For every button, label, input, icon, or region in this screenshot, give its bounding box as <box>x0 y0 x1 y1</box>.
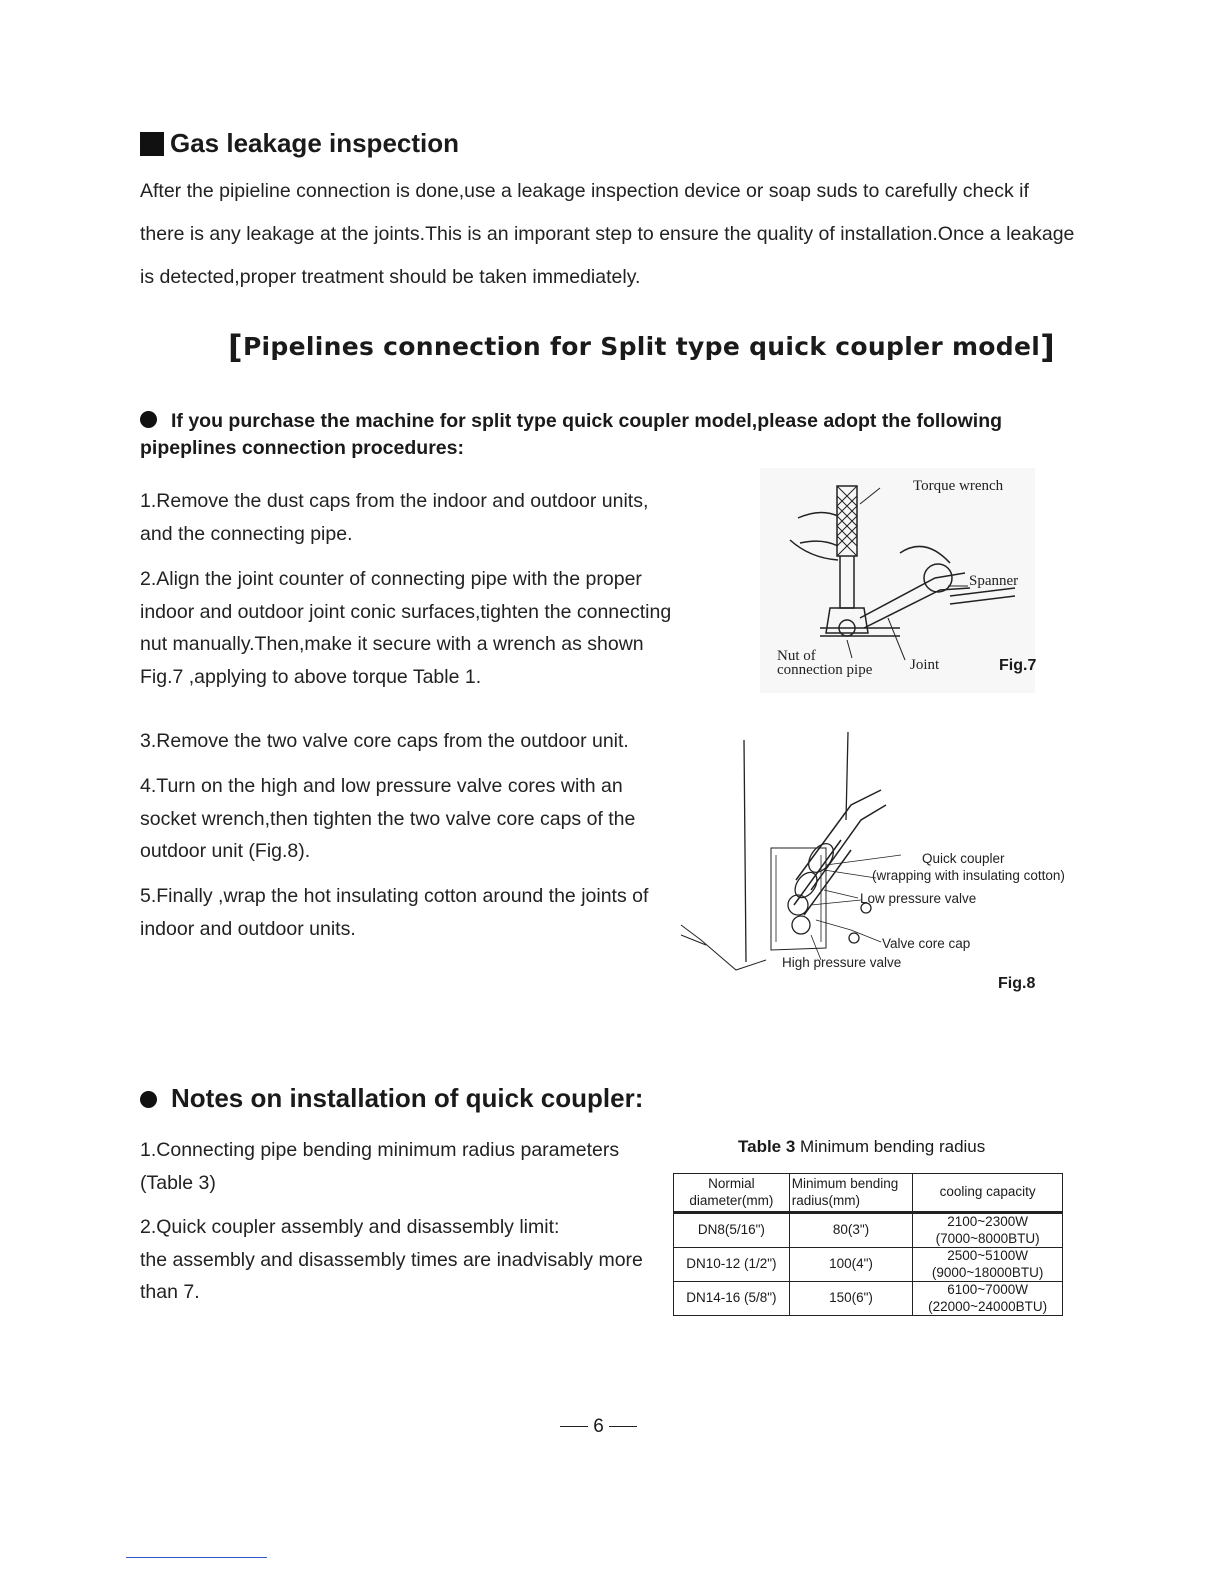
fig8-quick-coupler-label: Quick coupler <box>922 851 1005 866</box>
table-row <box>674 1213 1063 1248</box>
fig8-low-pressure-label: Low pressure valve <box>860 891 977 906</box>
table-cell: DN14-16 (5/8") <box>674 1282 790 1316</box>
table-header-row <box>674 1174 1063 1213</box>
footnote-rule <box>126 1557 267 1558</box>
table-row <box>674 1248 1063 1282</box>
square-bullet-icon <box>140 132 164 156</box>
table3-caption <box>738 1137 985 1157</box>
notes-heading <box>140 1083 643 1114</box>
notes-item-2-line1: 2.Quick coupler assembly and disassembly limit: <box>140 1216 560 1238</box>
round-bullet-icon <box>140 411 157 428</box>
page-number-text: 6 <box>593 1416 604 1437</box>
table-cell-line: 2500~5100W <box>947 1248 1028 1263</box>
table-row <box>674 1282 1063 1316</box>
table-cell-line: (22000~24000BTU) <box>928 1298 1048 1314</box>
fig8-caption: Fig.8 <box>998 975 1036 992</box>
step-3: 3.Remove the two valve core caps from the outdoor unit. <box>140 730 629 752</box>
table-cell <box>913 1248 1063 1282</box>
fig7-joint-label: Joint <box>910 657 940 673</box>
table-header-cell: Normial diameter(mm) <box>674 1174 790 1213</box>
right-bracket: ] <box>1040 328 1056 366</box>
section-heading-gas-leakage <box>140 128 459 159</box>
table-cell: 100(4") <box>789 1248 913 1282</box>
table-cell-line: (7000~8000BTU) <box>935 1230 1040 1246</box>
bending-radius-table <box>673 1173 1063 1316</box>
round-bullet-icon <box>140 1091 157 1108</box>
table-header-cell: cooling capacity <box>913 1174 1063 1213</box>
table-cell-line: (9000~18000BTU) <box>931 1264 1044 1280</box>
gas-leakage-paragraph: After the pipieline connection is done,use a leakage inspection device or soap suds to carefully check if there is any leakage at the joints.This is an imporant step to ensure the quality of installation.Once a leakage is detected,proper treatment should be taken immediately. <box>140 180 1075 288</box>
fig8-wrapping-label: (wrapping with insulating cotton) <box>872 868 1065 883</box>
page-number <box>560 1416 637 1438</box>
fig7-torque-wrench-label: Torque wrench <box>913 478 1004 494</box>
fig8-valve-core-cap-label: Valve core cap <box>882 936 971 951</box>
pipelines-heading <box>228 328 1055 366</box>
notes-heading-text: Notes on installation of quick coupler: <box>171 1083 644 1113</box>
table-cell: 80(3") <box>789 1213 913 1248</box>
pipelines-intro-text: If you purchase the machine for split type quick coupler model,please adopt the following pipeplines connection procedures: <box>140 410 1003 459</box>
table-cell <box>913 1282 1063 1316</box>
notes-item-1: 1.Connecting pipe bending minimum radius parameters (Table 3) <box>140 1139 620 1194</box>
table-cell-line: 6100~7000W <box>947 1282 1028 1297</box>
table-cell: DN8(5/16") <box>674 1213 790 1248</box>
notes-item-2 <box>140 1211 660 1309</box>
gas-heading-text: Gas leakage inspection <box>170 128 460 158</box>
table-cell: DN10-12 (1/2") <box>674 1248 790 1282</box>
fig7-nut-line2: connection pipe <box>777 662 873 678</box>
table-header-cell: Minimum bending radius(mm) <box>789 1174 913 1213</box>
table-cell: 150(6") <box>789 1282 913 1316</box>
fig8-coupler-illustration <box>676 730 916 975</box>
step-1: 1.Remove the dust caps from the indoor and outdoor units, and the connecting pipe. <box>140 490 649 545</box>
pipelines-heading-text: Pipelines connection for Split type quick coupler model <box>242 332 1041 361</box>
pipelines-intro <box>140 408 1090 462</box>
step-5: 5.Finally ,wrap the hot insulating cotton around the joints of indoor and outdoor units. <box>140 885 649 940</box>
step-2: 2.Align the joint counter of connecting pipe with the proper indoor and outdoor joint conic surfaces,tighten the connecting nut manually.Then,make it secure with a wrench as shown Fig.7 ,applying to above torque Table 1. <box>140 568 672 688</box>
fig7-nut-label <box>777 649 872 677</box>
fig7-spanner-label: Spanner <box>969 573 1019 589</box>
left-bracket: [ <box>228 328 243 366</box>
step-4: 4.Turn on the high and low pressure valve cores with an socket wrench,then tighten the two valve core caps of the outdoor unit (Fig.8). <box>140 775 636 862</box>
notes-item-2-line2: the assembly and disassembly times are inadvisably more than 7. <box>140 1248 643 1303</box>
table3-caption-rest: Minimum bending radius <box>795 1137 986 1156</box>
fig7-caption: Fig.7 <box>999 657 1037 674</box>
table-cell-line: 2100~2300W <box>947 1214 1028 1229</box>
fig7-nut-line1: Nut of <box>777 648 816 664</box>
table3-caption-bold: Table 3 <box>738 1137 796 1156</box>
fig8-high-pressure-label: High pressure valve <box>782 955 902 970</box>
table-cell <box>913 1213 1063 1248</box>
